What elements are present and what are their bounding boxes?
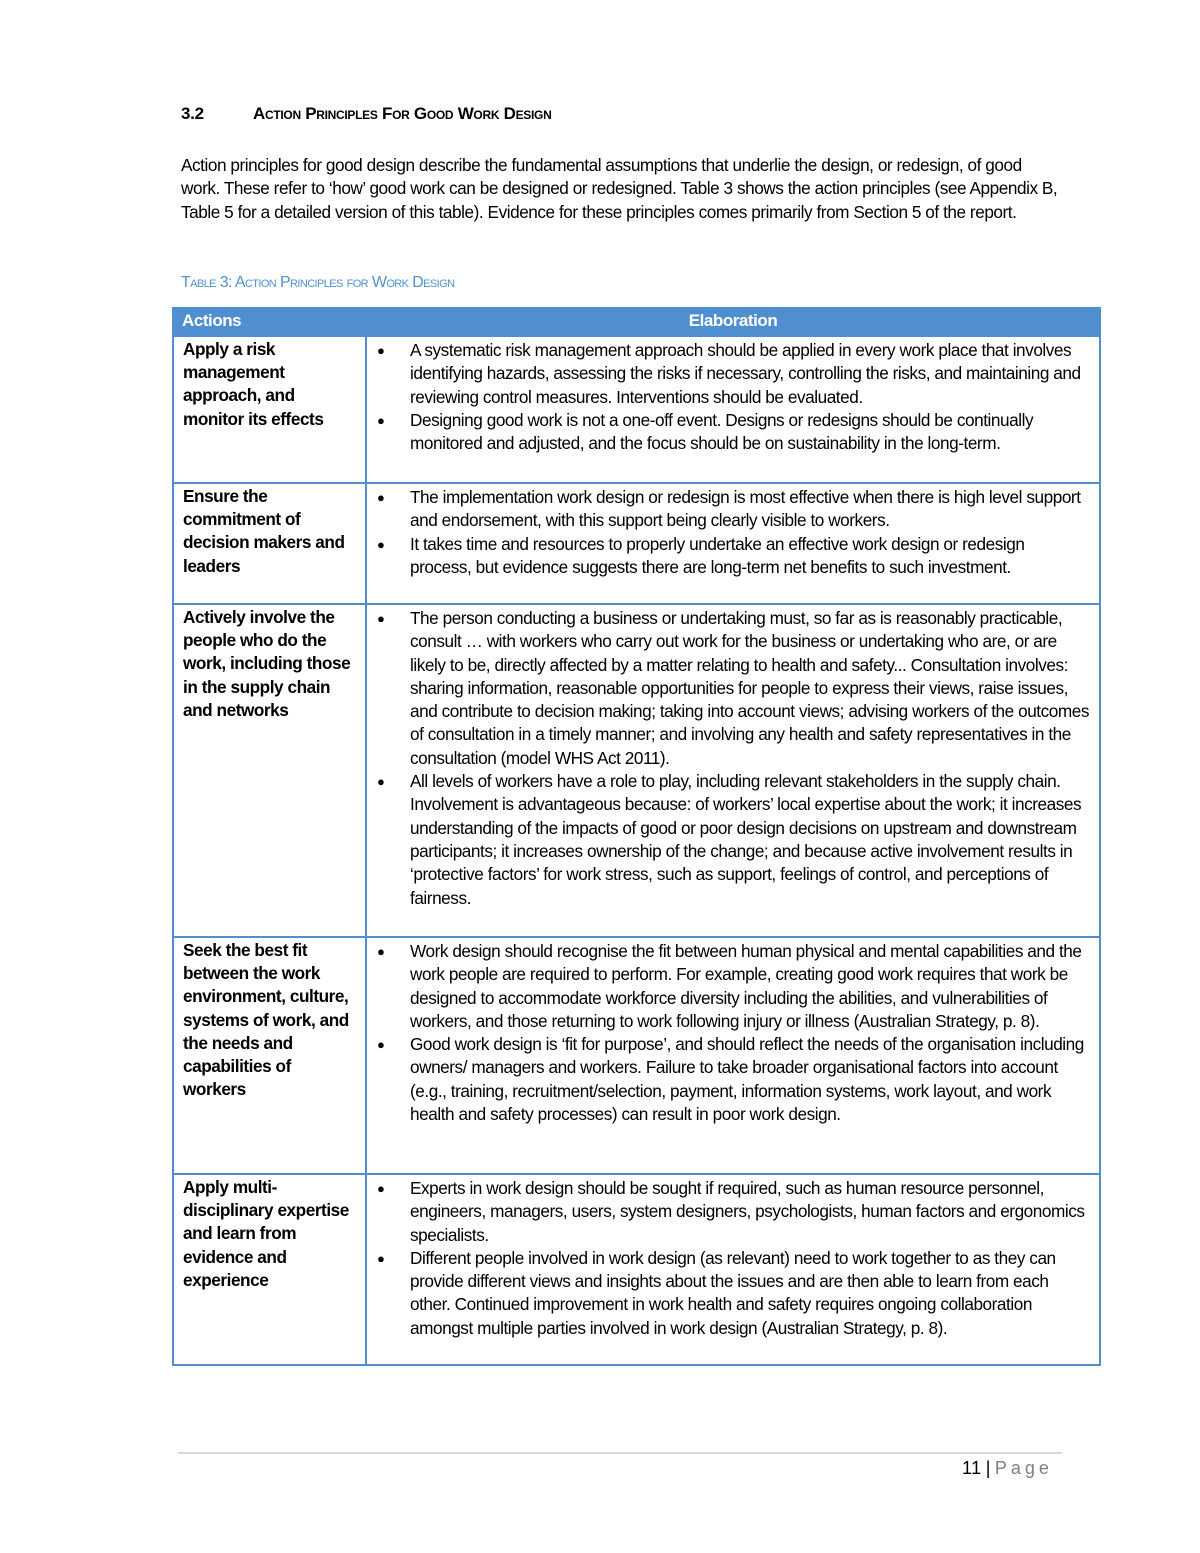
list-item-text: A systematic risk management approach should be applied in every work place that involves identifying hazards, assessing the risks if necessary, controlling the risks, and maintaining and reviewing control measures. Interventions should be evaluated. <box>410 340 1081 407</box>
table-row <box>173 937 1100 1174</box>
list-item <box>375 486 1089 533</box>
list-item <box>375 339 1089 409</box>
list-item <box>375 409 1089 456</box>
bullet-icon: ● <box>377 490 385 505</box>
bullet-icon: ● <box>377 774 385 790</box>
list-item <box>375 1247 1089 1340</box>
list-item-text: Different people involved in work design (as relevant) need to work together to as they can provide different views and insights about the issues and are then able to learn from each other. Continued improvement in work health and safety requires ongoing collaboration amongst multiple parties involved in work design (Australian Strategy, p. 8). <box>410 1247 1056 1338</box>
page-footer <box>962 1458 1053 1479</box>
list-item <box>375 770 1089 910</box>
footer-divider <box>178 1452 1062 1454</box>
action-cell: Actively involve the people who do the work, including those in the supply chain and networks <box>173 604 366 937</box>
list-item <box>375 607 1089 770</box>
bullet-icon: ● <box>377 1037 385 1053</box>
action-cell: Seek the best fit between the work environment, culture, systems of work, and the needs and capabilities of workers <box>173 937 366 1174</box>
list-item <box>375 533 1089 580</box>
elaboration-cell <box>366 336 1100 483</box>
elaboration-cell <box>366 1174 1100 1365</box>
bullet-icon: ● <box>377 1250 385 1266</box>
table-row <box>173 483 1100 604</box>
bullet-list <box>375 940 1089 1126</box>
action-principles-table <box>172 307 1101 1366</box>
section-title: Action Principles For Good Work Design <box>253 104 552 123</box>
section-heading <box>181 104 551 124</box>
list-item-text: It takes time and resources to properly undertake an effective work design or redesign process, but evidence suggests there are long-term net benefits to such investment. <box>410 533 1025 577</box>
table-row <box>173 336 1100 483</box>
bullet-icon: ● <box>377 412 385 428</box>
elaboration-cell <box>366 483 1100 604</box>
action-cell: Apply multi-disciplinary expertise and learn from evidence and experience <box>173 1174 366 1365</box>
bullet-icon: ● <box>377 1181 385 1196</box>
page-number: 11 <box>962 1458 982 1478</box>
header-actions: Actions <box>173 308 366 336</box>
table-header-row <box>173 308 1100 336</box>
action-cell: Ensure the commitment of decision makers and leaders <box>173 483 366 604</box>
list-item-text: All levels of workers have a role to play, including relevant stakeholders in the supply chain. Involvement is advantageous because: of workers’ local expertise about the work; it increases understanding of the impacts of good or poor design decisions on upstream and downstream participants; it increases ownership of the change; and because active involvement results in ‘protective factors’ for work stress, such as support, feelings of control, and perceptions of fairness. <box>410 771 1082 908</box>
footer-separator: | <box>985 1458 991 1478</box>
bullet-icon: ● <box>377 536 385 552</box>
list-item-text: The implementation work design or redesign is most effective when there is high level support and endorsement, with this support being clearly visible to workers. <box>410 487 1081 531</box>
elaboration-cell <box>366 937 1100 1174</box>
list-item-text: Work design should recognise the fit between human physical and mental capabilities and the work people are required to perform. For example, creating good work requires that work be designed to accommodate workforce diversity including the abilities, and vulnerabilities of workers, and those returning to work following injury or illness (Australian Strategy, p. 8). <box>410 941 1082 1031</box>
list-item-text: The person conducting a business or undertaking must, so far as is reasonably practicable, consult … with workers who carry out work for the business or undertaking who are, or are likely to be, directly affected by a matter relating to health and safety... Consultation involves: sharing information, reasonable opportunities for people to express their views, raise issues, and contribute to decision making; taking into account views; advising workers of the outcomes of consultation in a timely manner; and involving any health and safety representatives in the consultation (model WHS Act 2011). <box>410 608 1090 768</box>
bullet-icon: ● <box>377 944 385 959</box>
list-item <box>375 1033 1089 1126</box>
elaboration-cell <box>366 604 1100 937</box>
header-elaboration: Elaboration <box>366 308 1100 336</box>
table-row <box>173 1174 1100 1365</box>
list-item-text: Experts in work design should be sought if required, such as human resource personnel, engineers, managers, users, system designers, psychologists, human factors and ergonomics specialists. <box>410 1178 1085 1245</box>
list-item <box>375 1177 1089 1247</box>
bullet-icon: ● <box>377 343 385 358</box>
bullet-list <box>375 339 1089 455</box>
action-cell: Apply a risk management approach, and monitor its effects <box>173 336 366 483</box>
table-row <box>173 604 1100 937</box>
section-number: 3.2 <box>181 104 204 123</box>
list-item <box>375 940 1089 1033</box>
intro-paragraph: Action principles for good design describe the fundamental assumptions that underlie the design, or redesign, of good work. These refer to ‘how’ good work can be designed or redesigned. Table 3 shows the action principles (see Appendix B, Table 5 for a detailed version of this table). Evidence for these principles comes primarily from Section 5 of the report. <box>181 155 1058 222</box>
bullet-list <box>375 607 1089 910</box>
table-caption: Table 3: Action Principles for Work Design <box>181 274 455 291</box>
bullet-icon: ● <box>377 611 385 626</box>
list-item-text: Designing good work is not a one-off event. Designs or redesigns should be continually monitored and adjusted, and the focus should be on sustainability in the long-term. <box>410 409 1034 454</box>
bullet-list <box>375 486 1089 579</box>
bullet-list <box>375 1177 1089 1340</box>
list-item-text: Good work design is ‘fit for purpose’, and should reflect the needs of the organisation including owners/ managers and workers. Failure to take broader organisational factors into account (e.g., training, recruitment/selection, payment, information systems, work layout, and work health and safety processes) can result in poor work design. <box>410 1034 1084 1125</box>
page-label: Page <box>994 1458 1053 1478</box>
